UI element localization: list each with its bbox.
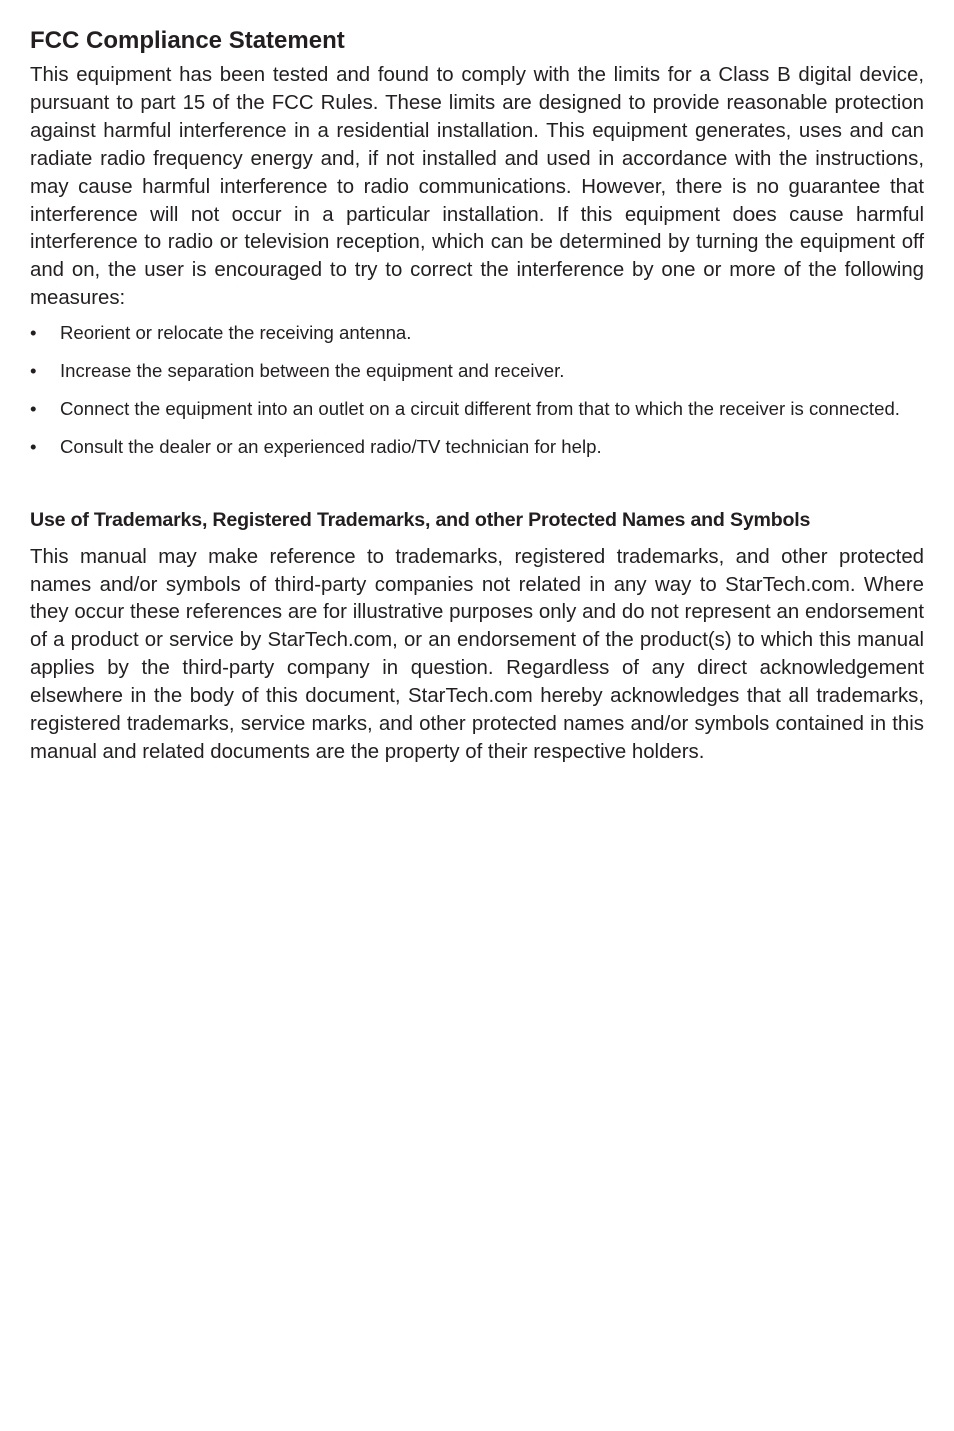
list-item: [30, 359, 924, 384]
list-item: [30, 321, 924, 346]
bullet-icon: •: [30, 436, 37, 458]
measure-text: Increase the separation between the equipment and receiver.: [60, 360, 565, 382]
fcc-heading: FCC Compliance Statement: [30, 27, 345, 54]
list-item: [30, 435, 924, 460]
measure-text: Consult the dealer or an experienced radio/TV technician for help.: [60, 436, 602, 458]
list-item: [30, 397, 924, 422]
bullet-icon: •: [30, 398, 37, 420]
measure-text: Connect the equipment into an outlet on a circuit different from that to which the receiver is connected.: [60, 398, 900, 420]
trademarks-paragraph: This manual may make reference to trademarks, registered trademarks, and other protected names and/or symbols of third-party companies not related in any way to StarTech.com. Where they occur these references are for illustrative purposes only and do not represent an endorsement of a product or service by StarTech.com, or an endorsement of the product(s) to which this manual applies by the third-party company in question. Regardless of any direct acknowledgement elsewhere in the body of this document, StarTech.com hereby acknowledges that all trademarks, registered trademarks, service marks, and other protected names and/or symbols contained in this manual and related documents are the property of their respective holders.: [30, 545, 924, 763]
bullet-icon: •: [30, 360, 37, 382]
bullet-icon: •: [30, 322, 37, 344]
trademarks-heading: Use of Trademarks, Registered Trademarks, and other Protected Names and Symbols: [30, 508, 811, 531]
fcc-paragraph: This equipment has been tested and found to comply with the limits for a Class B digital device, pursuant to part 15 of the FCC Rules. These limits are designed to provide reasonable protection against harmful interference in a residential installation. This equipment generates, uses and can radiate radio frequency energy and, if not installed and used in accordance with the instructions, may cause harmful interference to radio communications. However, there is no guarantee that interference will not occur in a particular installation. If this equipment does cause harmful interference to radio or television reception, which can be determined by turning the equipment off and on, the user is encouraged to try to correct the interference by one or more of the following measures:: [30, 64, 924, 310]
document-page: [30, 24, 924, 767]
measure-text: Reorient or relocate the receiving antenna.: [60, 322, 412, 344]
measures-list: [30, 321, 924, 460]
